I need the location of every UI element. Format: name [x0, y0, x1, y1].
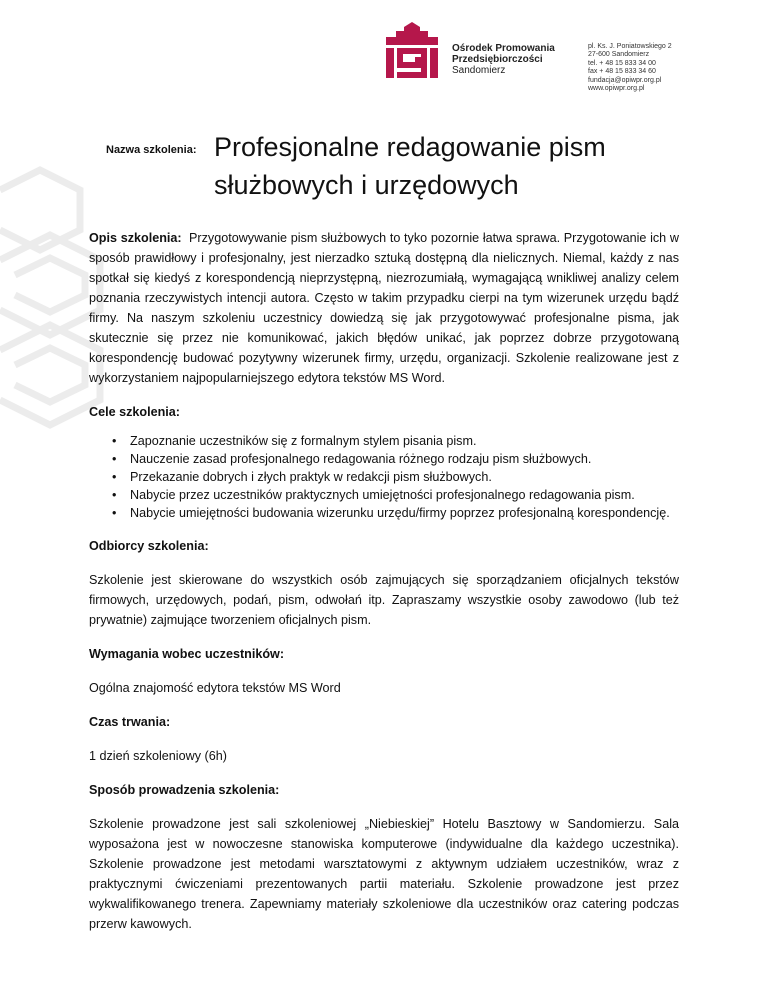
list-item: • Zapoznanie uczestników się z formalnym stylem pisania pism.: [112, 434, 477, 448]
bullet-icon: •: [112, 506, 117, 520]
list-item: • Nabycie umiejętności budowania wizerunku urzędu/firmy poprzez profesjonalną korespondencję.: [112, 506, 670, 520]
address-email: fundacja@opiwpr.org.pl: [588, 76, 662, 84]
description-label: Opis szkolenia:: [89, 231, 182, 245]
goals-heading: Cele szkolenia:: [89, 405, 180, 419]
address-website: www.opiwpr.org.pl: [588, 85, 645, 93]
document-body: [89, 228, 679, 934]
title-text: [214, 128, 606, 204]
list-item: • Przekazanie dobrych i złych praktyk w redakcji pism służbowych.: [112, 470, 492, 484]
method-heading: Sposób prowadzenia szkolenia:: [89, 783, 280, 797]
title-label: Nazwa szkolenia:: [106, 144, 197, 156]
duration-heading: Czas trwania:: [89, 715, 171, 729]
title-line1: Profesjonalne redagowanie pism: [214, 132, 606, 162]
description-paragraph: [89, 228, 679, 388]
list-item: • Nabycie przez uczestników praktycznych umiejętności profesjonalnego redagowania pism.: [112, 488, 635, 502]
address-postal: 27-600 Sandomierz: [588, 51, 650, 59]
org-city: Sandomierz: [452, 65, 506, 76]
address-fax: fax + 48 15 833 34 60: [588, 68, 656, 76]
contact-address: [588, 43, 738, 93]
bullet-icon: •: [112, 470, 117, 484]
audience-heading: Odbiorcy szkolenia:: [89, 539, 209, 553]
requirements-text: Ogólna znajomość edytora tekstów MS Word: [89, 681, 341, 695]
address-street: pl. Ks. J. Poniatowskiego 2: [588, 43, 672, 50]
method-text: Szkolenie prowadzone jest sali szkoleniowej „Niebieskiej” Hotelu Basztowy w Sandomierzu. Sala wyposażona jest w nowoczesne stanowiska komputerowe (indywidualne dla każdego uczestnika). Szkolenie prowadzone jest metodami warsztatowymi z aktywnym udziałem uczestników, wraz z praktycznymi ćwiczeniami prezentowanych partii materiału. Szkolenie prowadzone jest przez wykwalifikowanego trenera. Zapewniamy materiały szkoleniowe dla uczestników oraz catering podczas przerw kawowych.: [89, 817, 679, 931]
bullet-icon: •: [112, 434, 117, 448]
bullet-icon: •: [112, 488, 117, 502]
list-item: • Nauczenie zasad profesjonalnego redagowania różnego rodzaju pism służbowych.: [112, 452, 592, 466]
org-name-line2: Przedsiębiorczości: [452, 54, 543, 65]
audience-text: Szkolenie jest skierowane do wszystkich osób zajmujących się sporządzaniem oficjalnych tekstów firmowych, urzędowych, podań, pism, odwołań itp. Zapraszamy wszystkie osoby zawodowo (lub też prywatnie) zajmujące tworzeniem oficjalnych pism.: [89, 573, 679, 627]
company-logo-mark: [386, 22, 438, 80]
goals-list: [89, 432, 679, 522]
duration-text: 1 dzień szkoleniowy (6h): [89, 749, 227, 763]
title-line2: służbowych i urzędowych: [214, 170, 519, 200]
address-phone: tel. + 48 15 833 34 00: [588, 59, 656, 67]
bullet-icon: •: [112, 452, 117, 466]
organization-name: [452, 43, 592, 76]
org-name-line1: Ośrodek Promowania: [452, 43, 555, 54]
description-text: Przygotowywanie pism służbowych to tyko pozornie łatwa sprawa. Przygotowanie ich w sposób prawidłowy i profesjonalny, jest nierzadko sztuką dostępną dla nielicznych. Niemal, każdy z nas spotkał się kiedyś z korespondencją nieprzystępną, niezrozumiałą, wymagającą wnikliwej analizy celem poznania rzeczywistych intencji autora. Często w takim przypadku cierpi na tym wizerunek urzędu bądź firmy. Na naszym szkoleniu uczestnicy dowiedzą się jak przygotowywać profesjonalne pisma, jak skutecznie się przez nie komunikować, jakich błędów unikać, jak poprzez dobrze przygotowaną korespondencję budować pozytywny wizerunek firmy, urzędu, organizacji. Szkolenie realizowane jest z wykorzystaniem najpopularniejszego edytora tekstów MS Word.: [89, 231, 679, 385]
requirements-heading: Wymagania wobec uczestników:: [89, 647, 285, 661]
